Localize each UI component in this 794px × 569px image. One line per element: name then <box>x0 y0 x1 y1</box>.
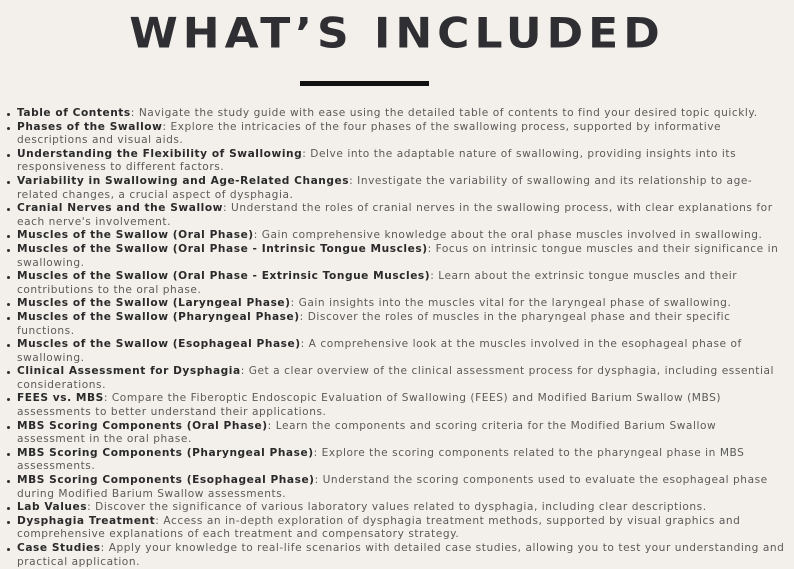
item-label: MBS Scoring Components (Pharyngeal Phase) <box>17 446 314 459</box>
list-item <box>17 121 787 148</box>
item-description: : Access an in-depth exploration of dysphagia treatment methods, supported by visual graphics and comprehensive explanations of each treatment and compensatory strategy. <box>17 514 741 541</box>
list-item <box>17 270 787 297</box>
list-item <box>17 338 787 365</box>
item-description: : Apply your knowledge to real-life scenarios with detailed case studies, allowing you to test your understanding and practical application. <box>17 542 785 568</box>
item-description: : Explore the intricacies of the four phases of the swallowing process, supported by informative descriptions and visual aids. <box>17 120 722 147</box>
item-label: Phases of the Swallow <box>17 120 163 133</box>
item-label: Muscles of the Swallow (Oral Phase - Intrinsic Tongue Muscles) <box>17 242 428 255</box>
item-description: : Discover the roles of muscles in the pharyngeal phase and their specific functions. <box>17 310 731 337</box>
included-list <box>17 107 787 569</box>
item-label: Muscles of the Swallow (Laryngeal Phase) <box>17 297 291 310</box>
item-description: : Compare the Fiberoptic Endoscopic Evaluation of Swallowing (FEES) and Modified Barium Swallow (MBS) assessments to better understand their applications. <box>17 392 722 419</box>
item-label: MBS Scoring Components (Esophageal Phase) <box>17 474 315 487</box>
item-label: Variability in Swallowing and Age-Related Changes <box>17 174 350 187</box>
item-description: : A comprehensive look at the muscles involved in the esophageal phase of swallowing. <box>17 338 742 364</box>
item-label: Muscles of the Swallow (Esophageal Phase) <box>17 338 301 351</box>
item-label: Case Studies <box>17 542 101 554</box>
list-item <box>17 175 787 202</box>
item-label: Muscles of the Swallow (Oral Phase - Extrinsic Tongue Muscles) <box>17 270 431 283</box>
item-label: Muscles of the Swallow (Pharyngeal Phase) <box>17 310 300 323</box>
item-label: MBS Scoring Components (Oral Phase) <box>17 419 268 432</box>
item-description: : Get a clear overview of the clinical assessment process for dysphagia, including essential considerations. <box>17 365 774 391</box>
list-item <box>17 243 787 270</box>
list-item <box>17 515 787 542</box>
item-label: Cranial Nerves and the Swallow <box>17 202 223 215</box>
item-description: : Delve into the adaptable nature of swallowing, providing insights into its responsiveness to different factors. <box>17 147 737 174</box>
list-item <box>17 365 787 392</box>
list-item <box>17 392 787 419</box>
list-item <box>17 447 787 474</box>
list-item <box>17 229 787 243</box>
item-label: Muscles of the Swallow (Oral Phase) <box>17 229 254 242</box>
list-item <box>17 148 787 175</box>
item-label: Understanding the Flexibility of Swallowing <box>17 147 303 160</box>
item-label: Dysphagia Treatment <box>17 514 156 527</box>
list-item <box>17 542 787 569</box>
list-item <box>17 420 787 447</box>
list-item <box>17 311 787 338</box>
item-description: : Navigate the study guide with ease using the detailed table of contents to find your desired topic quickly. <box>130 107 758 119</box>
list-item <box>17 501 787 515</box>
item-description: : Understand the roles of cranial nerves in the swallowing process, with clear explanations for each nerve's involvement. <box>17 202 773 228</box>
item-description: : Focus on intrinsic tongue muscles and their significance in swallowing. <box>17 242 779 269</box>
item-description: : Investigate the variability of swallowing and its relationship to age-related changes, a crucial aspect of dysphagia. <box>17 174 753 201</box>
page-title: WHAT’S INCLUDED <box>129 9 665 58</box>
item-description: : Gain comprehensive knowledge about the oral phase muscles involved in swallowing. <box>253 229 763 242</box>
list-item <box>17 202 787 229</box>
item-description: : Learn the components and scoring criteria for the Modified Barium Swallow assessment in the oral phase. <box>17 419 717 446</box>
item-description: : Explore the scoring components related to the pharyngeal phase in MBS assessments. <box>17 446 745 473</box>
list-item <box>17 474 787 501</box>
item-label: Clinical Assessment for Dysphagia <box>17 365 241 378</box>
item-label: Lab Values <box>17 501 88 514</box>
list-item <box>17 297 787 311</box>
item-description: : Gain insights into the muscles vital for the laryngeal phase of swallowing. <box>290 297 732 310</box>
list-item <box>17 107 787 121</box>
item-description: : Learn about the extrinsic tongue muscles and their contributions to the oral phase. <box>17 270 738 296</box>
title-divider <box>300 81 429 86</box>
item-description: : Understand the scoring components used to evaluate the esophageal phase during Modified Barium Swallow assessments. <box>17 474 768 500</box>
item-description: : Discover the significance of various laboratory values related to dysphagia, including clear descriptions. <box>87 501 707 514</box>
item-label: Table of Contents <box>17 107 131 119</box>
item-label: FEES vs. MBS <box>17 392 104 405</box>
